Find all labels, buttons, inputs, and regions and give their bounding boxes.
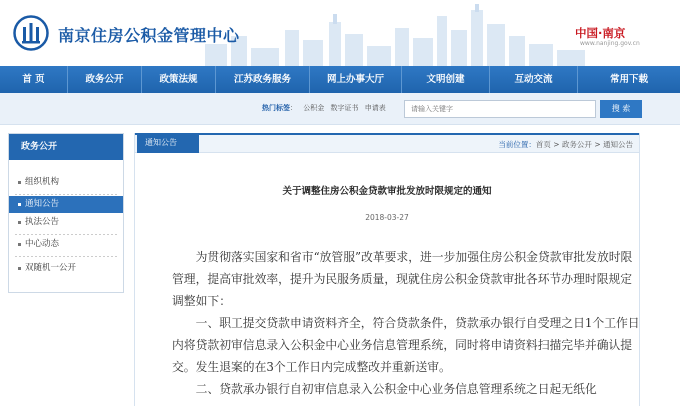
bullet-icon <box>18 243 21 246</box>
hot-tag-link[interactable]: 申请表 <box>364 104 386 112</box>
search-bar <box>0 93 680 125</box>
nav-home[interactable]: 首 页 <box>0 66 68 93</box>
hot-tag-link[interactable]: 公积金 <box>303 104 325 112</box>
bullet-icon <box>18 181 21 184</box>
divider <box>15 234 119 235</box>
sidebar-item-label: 组织机构 <box>25 177 60 187</box>
hot-tags-label: 热门标签 <box>262 104 290 112</box>
nanjing-city-url: www.nanjing.gov.cn <box>580 40 640 47</box>
breadcrumb-label: 当前位置： <box>498 140 536 149</box>
breadcrumb-separator: > <box>591 140 603 149</box>
breadcrumb-separator: > <box>550 140 562 149</box>
breadcrumb-home[interactable]: 首页 <box>535 140 551 149</box>
sidebar <box>8 133 124 293</box>
hot-tag-link[interactable]: 数字证书 <box>330 104 359 112</box>
center-logo-icon[interactable] <box>13 15 49 51</box>
sidebar-item-notices[interactable] <box>9 196 123 213</box>
site-title[interactable]: 南京住房公积金管理中心 <box>58 26 240 45</box>
nav-downloads[interactable]: 常用下载 <box>609 74 648 85</box>
breadcrumb-gov-affairs[interactable]: 政务公开 <box>561 140 592 149</box>
main-content <box>134 133 640 406</box>
bullet-icon <box>18 203 21 206</box>
nav-online-hall[interactable]: 网上办事大厅 <box>310 66 402 93</box>
sidebar-item-label: 通知公告 <box>25 199 60 209</box>
sidebar-item-label: 执法公告 <box>25 217 60 227</box>
content-header-bar <box>135 133 639 153</box>
article-paragraph: 二、贷款承办银行自初审信息录入公积金中心业务信息管理系统之日起无纸化 <box>195 382 597 396</box>
article-date: 2018-03-27 <box>365 213 409 222</box>
sidebar-item-organization[interactable] <box>9 174 123 191</box>
article-title: 关于调整住房公积金贷款审批发放时限规定的通知 <box>282 186 492 197</box>
nanjing-city-logo[interactable]: 中国·南京 <box>575 26 626 40</box>
tab-notices[interactable]: 通知公告 <box>137 133 199 153</box>
city-skyline-graphic <box>205 0 585 66</box>
breadcrumb-notices[interactable]: 通知公告 <box>603 140 633 149</box>
search-input[interactable] <box>404 100 596 118</box>
sidebar-item-enforcement[interactable] <box>9 214 123 231</box>
sidebar-item-random-inspection[interactable] <box>9 260 123 277</box>
nav-gov-affairs[interactable]: 政务公开 <box>68 66 142 93</box>
sidebar-title: 政务公开 <box>9 134 123 160</box>
nav-jiangsu-services[interactable]: 江苏政务服务 <box>216 66 310 93</box>
divider <box>15 194 119 195</box>
main-nav <box>0 66 680 93</box>
breadcrumb <box>498 139 633 150</box>
search-button[interactable]: 搜 索 <box>600 100 642 118</box>
bullet-icon <box>18 221 21 224</box>
nav-interaction[interactable]: 互动交流 <box>490 66 578 93</box>
sidebar-item-label: 中心动态 <box>25 239 60 249</box>
article-paragraph: 一、职工提交贷款申请资料齐全，符合贷款条件，贷款承办银行自受理之日1个工作日内将贷款初审信息录入公积金中心业务信息管理系统，同时将申请资料扫描完毕并确认提交。发生退案的在3个工作日内完成整改并重新送审。 <box>172 316 640 374</box>
hot-tags: 热门标签： 公积金 数字证书 申请表 <box>262 104 386 112</box>
site-header <box>0 0 680 66</box>
divider <box>15 256 119 257</box>
nav-policies[interactable]: 政策法规 <box>142 66 216 93</box>
bullet-icon <box>18 267 21 270</box>
article-paragraph: 为贯彻落实国家和省市“放管服”改革要求，进一步加强住房公积金贷款审批发放时限管理，提高审批效率，提升为民服务质量，现就住房公积金贷款审批各环节办理时限规定调整如下： <box>172 250 633 308</box>
article-body <box>172 246 642 400</box>
sidebar-item-center-news[interactable] <box>9 236 123 253</box>
sidebar-item-label: 双随机一公开 <box>25 263 77 273</box>
nav-civilization[interactable]: 文明创建 <box>402 66 490 93</box>
